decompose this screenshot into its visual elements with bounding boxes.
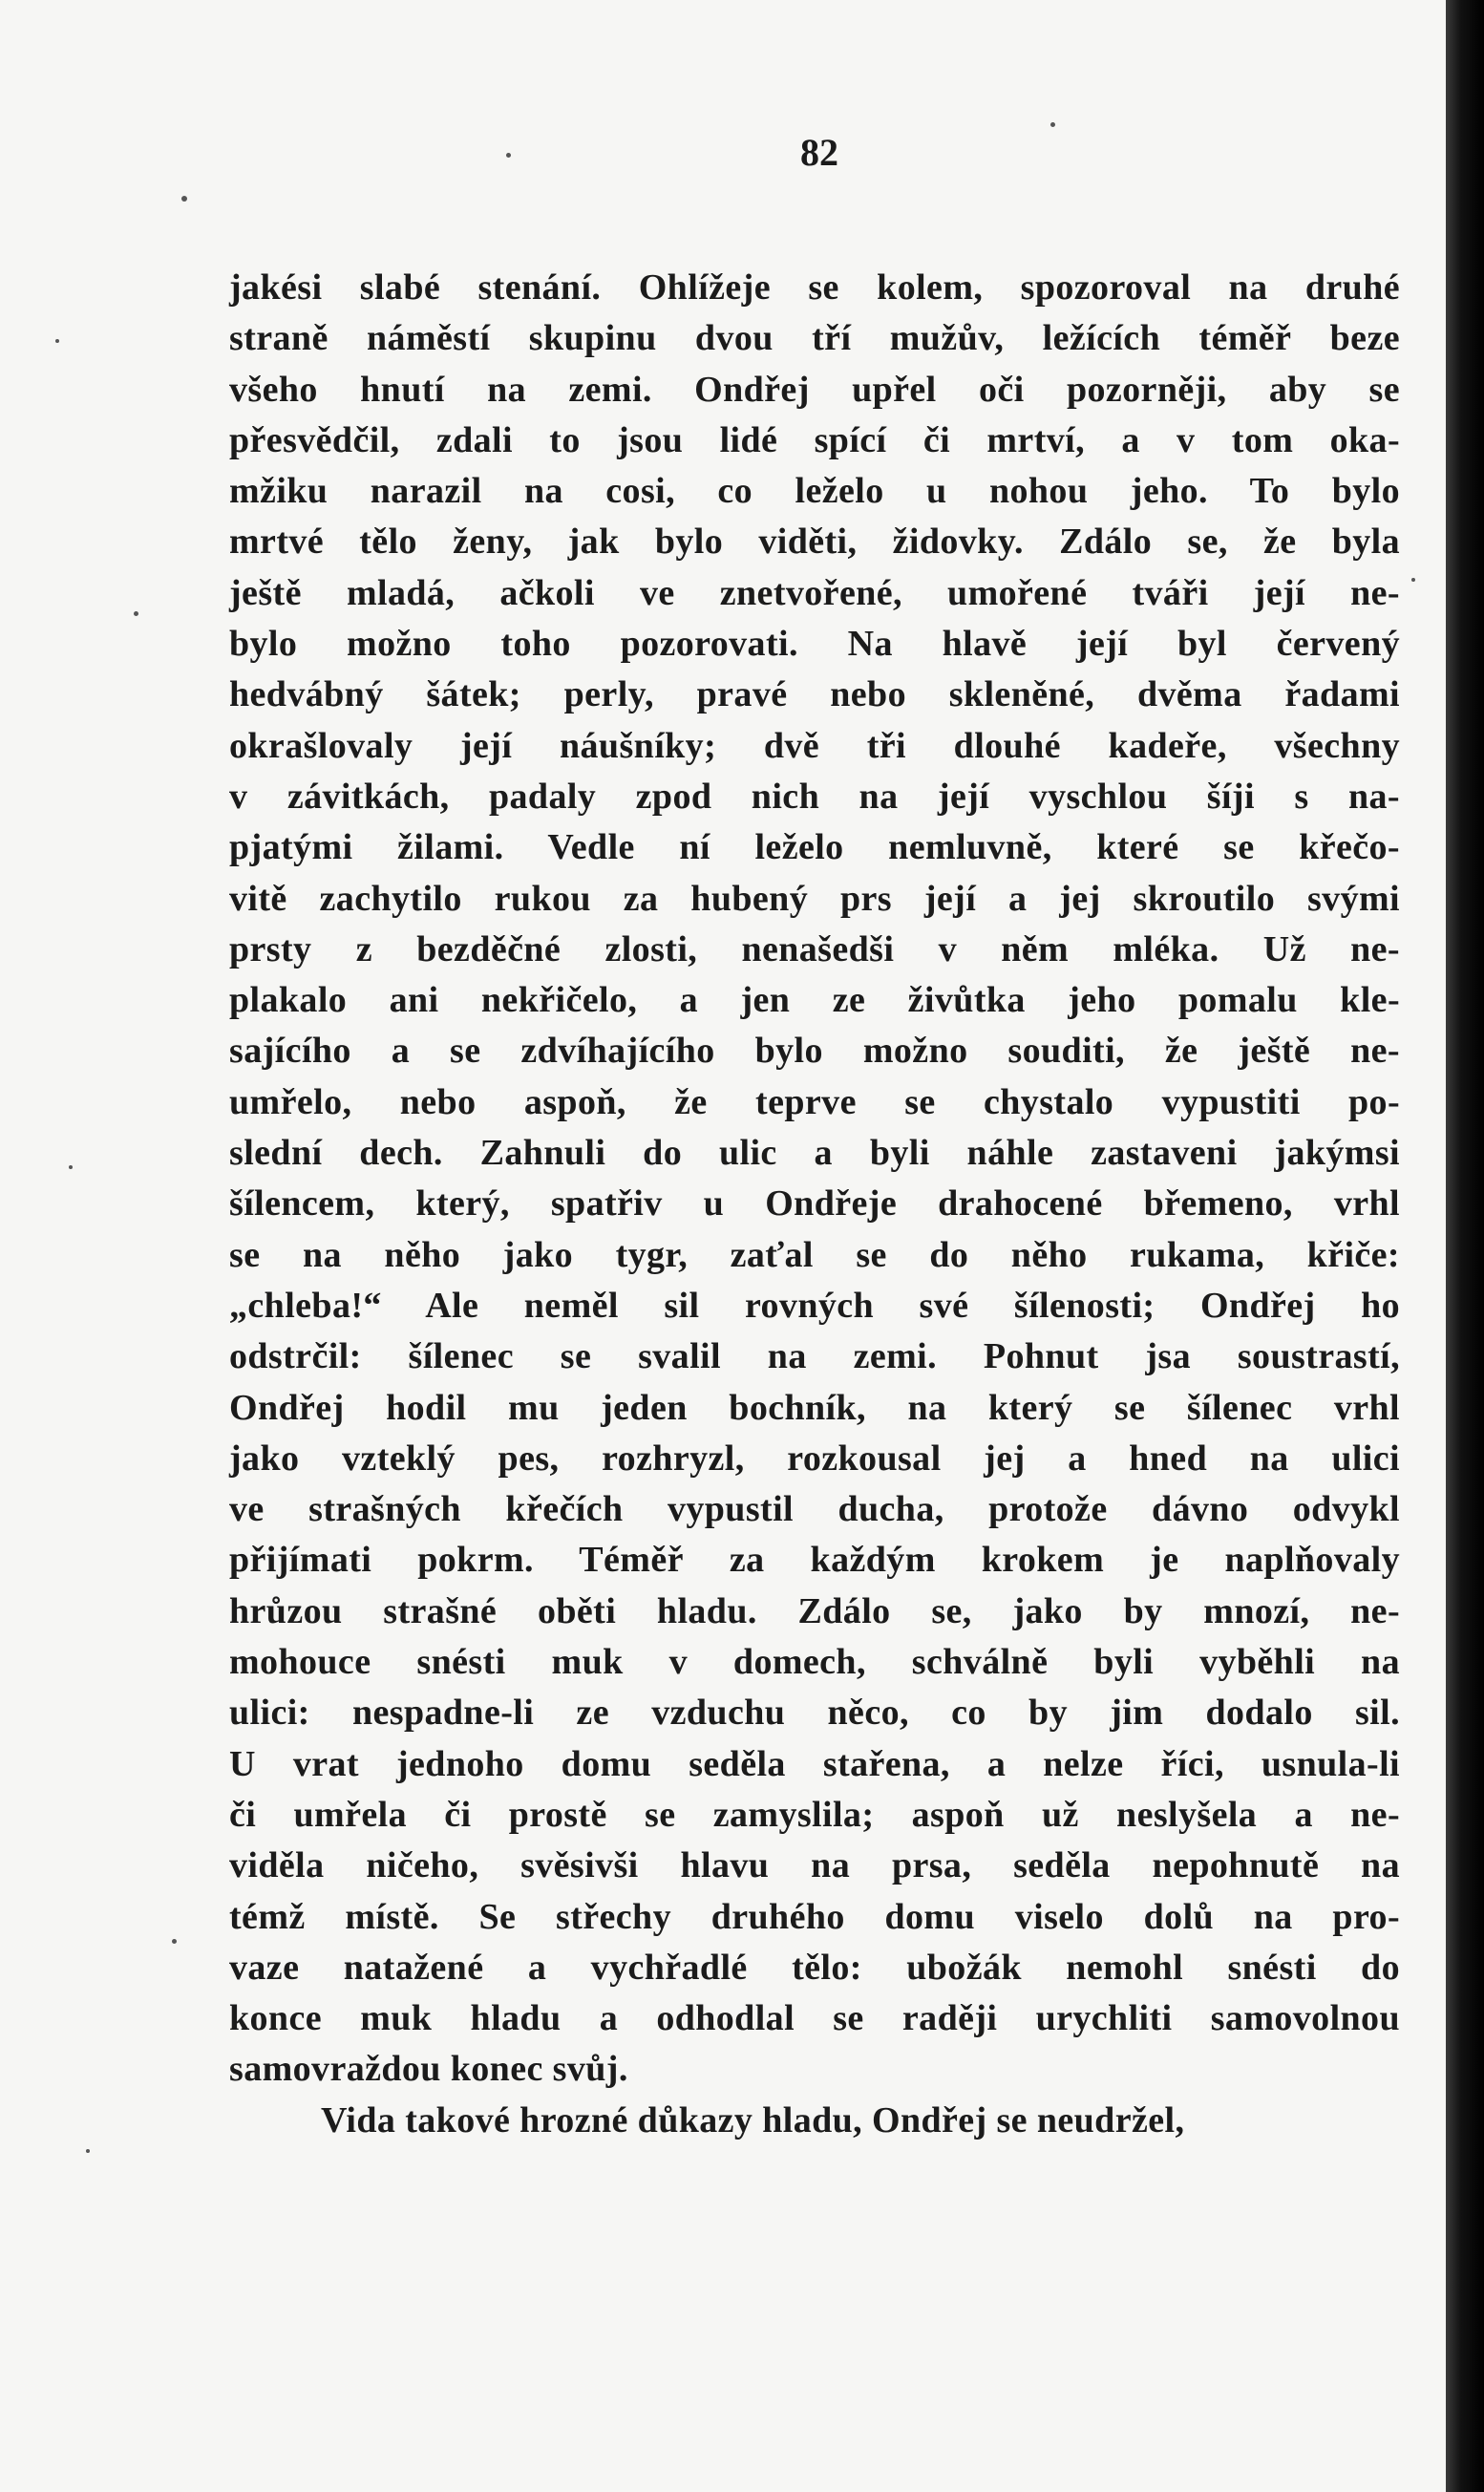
scan-speck <box>1050 122 1055 127</box>
text-line: sajícího a se zdvíhajícího bylo možno souditi, že ještě ne- <box>229 1031 1400 1072</box>
text-line: mrtvé tělo ženy, jak bylo viděti, židovky. Zdálo se, že byla <box>229 522 1400 563</box>
text-line: se na něho jako tygr, zaťal se do něho rukama, křiče: <box>229 1234 1400 1275</box>
text-line: U vrat jednoho domu seděla stařena, a nelze říci, usnula-li <box>229 1743 1400 1784</box>
text-line: umřelo, nebo aspoň, že teprve se chystalo vypustiti po- <box>229 1081 1400 1122</box>
text-line: vaze natažené a vychřadlé tělo: ubožák nemohl snésti do <box>229 1947 1400 1988</box>
text-line: všeho hnutí na zemi. Ondřej upřel oči pozorněji, aby se <box>229 369 1400 410</box>
body-text <box>229 263 1400 2146</box>
text-line: přijímati pokrm. Téměř za každým krokem je naplňovaly <box>229 1540 1400 1581</box>
text-line: samovraždou konec svůj. <box>229 2049 628 2090</box>
text-line: hedvábný šátek; perly, pravé nebo skleněné, dvěma řadami <box>229 674 1400 715</box>
page-edge-shadow <box>1446 0 1484 2492</box>
text-line: pjatými žilami. Vedle ní leželo nemluvně, které se křečo- <box>229 827 1400 868</box>
text-line: jakési slabé stenání. Ohlížeje se kolem, spozoroval na druhé <box>229 267 1400 308</box>
text-line: či umřela či prostě se zamyslila; aspoň už neslyšela a ne- <box>229 1794 1400 1835</box>
text-line: šílencem, který, spatřiv u Ondřeje drahocené břemeno, vrhl <box>229 1183 1400 1225</box>
scan-speck <box>181 196 187 202</box>
scan-speck <box>86 2149 90 2153</box>
text-line: prsty z bezděčné zlosti, nenašedši v něm mléka. Už ne- <box>229 928 1400 969</box>
text-line: „chleba!“ Ale neměl sil rovných své šílenosti; Ondřej ho <box>229 1285 1400 1326</box>
text-line: ulici: nespadne-li ze vzduchu něco, co by jim dodalo sil. <box>229 1693 1400 1734</box>
text-line: mohouce snésti muk v domech, schválně byli vyběhli na <box>229 1642 1400 1683</box>
text-line: bylo možno toho pozorovati. Na hlavě její byl červený <box>229 624 1400 665</box>
text-line: ještě mladá, ačkoli ve znetvořené, umořené tváři její ne- <box>229 572 1400 613</box>
page-number: 82 <box>800 131 838 174</box>
scan-speck <box>506 153 511 158</box>
text-line: hrůzou strašné oběti hladu. Zdálo se, jako by mnozí, ne- <box>229 1590 1400 1631</box>
text-line: straně náměstí skupinu dvou tří mužův, ležících téměř beze <box>229 318 1400 359</box>
text-line: vitě zachytilo rukou za hubený prs její a jej skroutilo svými <box>229 878 1400 919</box>
text-line: odstrčil: šílenec se svalil na zemi. Pohnut jsa soustrastí, <box>229 1336 1400 1377</box>
scan-speck <box>172 1939 177 1944</box>
text-line: okrašlovaly její náušníky; dvě tři dlouhé kadeře, všechny <box>229 725 1400 766</box>
text-line: mžiku narazil na cosi, co leželo u nohou jeho. To bylo <box>229 471 1400 512</box>
scan-speck <box>134 611 138 616</box>
scan-speck <box>1411 578 1415 582</box>
text-line: plakalo ani nekřičelo, a jen ze živůtka jeho pomalu kle- <box>229 980 1400 1021</box>
scan-speck <box>69 1165 73 1169</box>
text-line: ve strašných křečích vypustil ducha, protože dávno odvykl <box>229 1489 1400 1530</box>
text-line: Vida takové hrozné důkazy hladu, Ondřej se neudržel, <box>321 2099 1185 2141</box>
text-line: slední dech. Zahnuli do ulic a byli náhle zastaveni jakýmsi <box>229 1133 1400 1174</box>
text-line: Ondřej hodil mu jeden bochník, na který se šílenec vrhl <box>229 1387 1400 1428</box>
text-line: konce muk hladu a odhodlal se raději urychliti samovolnou <box>229 1998 1400 2039</box>
text-line: témž místě. Se střechy druhého domu viselo dolů na pro- <box>229 1896 1400 1937</box>
text-line: v závitkách, padaly zpod nich na její vyschlou šíji s na- <box>229 776 1400 817</box>
text-line: jako vzteklý pes, rozhryzl, rozkousal jej a hned na ulici <box>229 1438 1400 1479</box>
scan-speck <box>55 339 59 343</box>
text-line: viděla ničeho, svěsivši hlavu na prsa, seděla nepohnutě na <box>229 1845 1400 1886</box>
text-line: přesvědčil, zdali to jsou lidé spící či mrtví, a v tom oka- <box>229 419 1400 460</box>
